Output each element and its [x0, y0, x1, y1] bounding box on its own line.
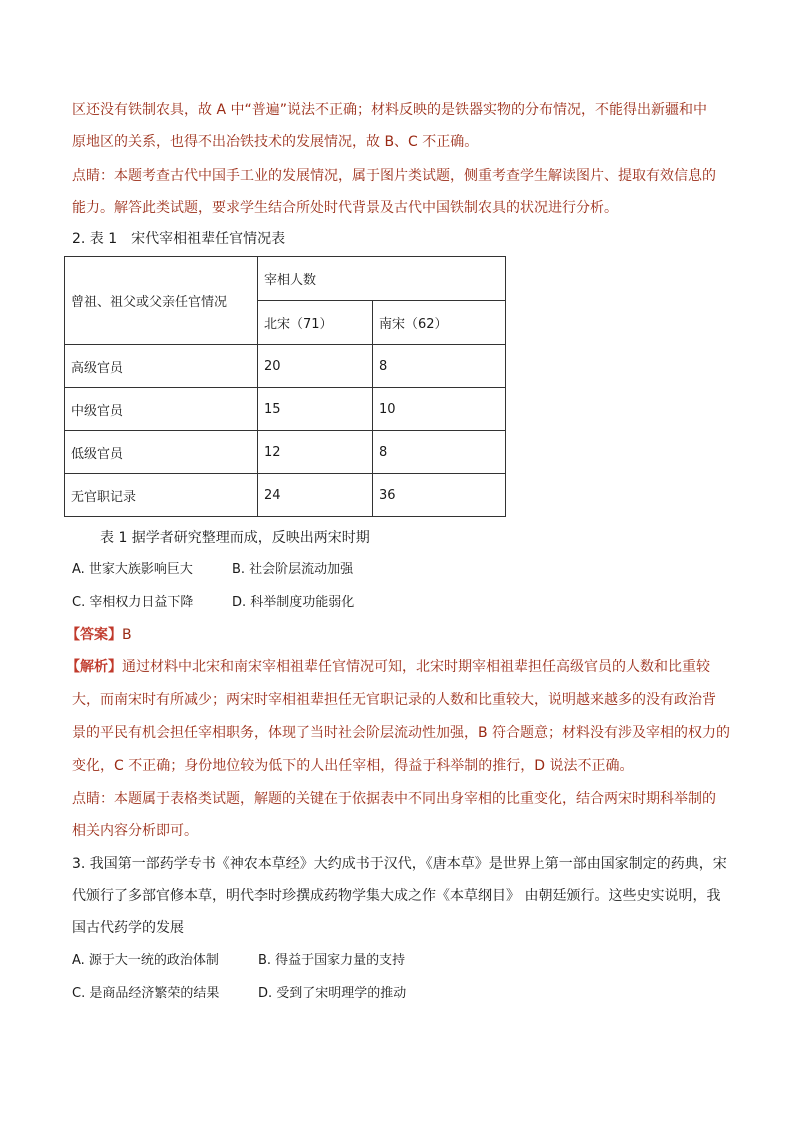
analysis-text: 通过材料中北宋和南宋宰相祖辈任官情况可知，北宋时期宰相祖辈担任高级官员的人数和比重较	[122, 659, 710, 675]
south-value: 36	[373, 474, 506, 517]
north-value: 12	[258, 431, 373, 474]
column-header-north: 北宋（71）	[258, 301, 373, 345]
answer-tag: 【答案】	[66, 627, 122, 643]
explanation-line: 区还没有铁制农具，故 A 中“普遍”说法不正确；材料反映的是铁器实物的分布情况，不能得出新疆和中	[72, 102, 707, 118]
north-value: 24	[258, 474, 373, 517]
option-d: D. 受到了宋明理学的推动	[258, 986, 407, 1001]
option-a: A. 源于大一统的政治体制	[72, 953, 219, 968]
answer-value: B	[122, 627, 132, 643]
option-c: C. 宰相权力日益下降	[72, 595, 194, 610]
table-row	[65, 388, 506, 431]
option-d: D. 科举制度功能弱化	[232, 595, 355, 610]
answer-line	[66, 625, 132, 645]
explanation-line: 原地区的关系，也得不出冶铁技术的发展情况，故 B、C 不正确。	[72, 134, 479, 150]
analysis-line: 变化，C 不正确；身份地位较为低下的人出任宰相，得益于科举制的推行，D 说法不正确。	[72, 758, 634, 774]
question-3-line: 3. 我国第一部药学专书《神农本草经》大约成书于汉代，《唐本草》是世界上第一部由国家制定的药典，宋	[72, 856, 727, 872]
option-a: A. 世家大族影响巨大	[72, 562, 193, 577]
tip-line: 点睛：本题属于表格类试题，解题的关键在于依据表中不同出身宰相的比重变化，结合两宋时期科举制的	[72, 791, 716, 807]
north-value: 20	[258, 345, 373, 388]
column-group-header: 宰相人数	[258, 257, 506, 301]
row-label: 中级官员	[65, 388, 258, 431]
table-row	[65, 474, 506, 517]
option-b: B. 社会阶层流动加强	[232, 562, 354, 577]
option-c: C. 是商品经济繁荣的结果	[72, 986, 220, 1001]
table-caption: 2. 表 1 宋代宰相祖辈任官情况表	[72, 231, 286, 247]
tip-line: 点睛：本题考查古代中国手工业的发展情况，属于图片类试题，侧重考查学生解读图片、提取有效信息的	[72, 168, 716, 184]
tip-line: 能力。解答此类试题，要求学生结合所处时代背景及古代中国铁制农具的状况进行分析。	[72, 200, 618, 216]
analysis-line: 景的平民有机会担任宰相职务，体现了当时社会阶层流动性加强，B 符合题意；材料没有涉及宰相的权力的	[72, 725, 731, 741]
analysis-line: 大，而南宋时有所减少；两宋时宰相祖辈担任无官职记录的人数和比重较大，说明越来越多的没有政治背	[72, 692, 716, 708]
south-value: 10	[373, 388, 506, 431]
column-header-south: 南宋（62）	[373, 301, 506, 345]
analysis-tag: 【解析】	[66, 659, 122, 675]
question-stem: 表 1 据学者研究整理而成，反映出两宋时期	[100, 530, 370, 546]
row-label: 高级官员	[65, 345, 258, 388]
analysis-line	[66, 657, 710, 677]
tip-line: 相关内容分析即可。	[72, 823, 198, 839]
north-value: 15	[258, 388, 373, 431]
row-label: 低级官员	[65, 431, 258, 474]
south-value: 8	[373, 345, 506, 388]
official-table	[64, 256, 506, 517]
table-row	[65, 345, 506, 388]
row-header-cell: 曾祖、祖父或父亲任官情况	[65, 257, 258, 345]
option-b: B. 得益于国家力量的支持	[258, 953, 406, 968]
south-value: 8	[373, 431, 506, 474]
row-label: 无官职记录	[65, 474, 258, 517]
question-3-line: 代颁行了多部官修本草，明代李时珍撰成药物学集大成之作《本草纲目》 由朝廷颁行。这些史实说明，我	[72, 888, 721, 904]
table-row	[65, 431, 506, 474]
question-3-line: 国古代药学的发展	[72, 920, 184, 936]
